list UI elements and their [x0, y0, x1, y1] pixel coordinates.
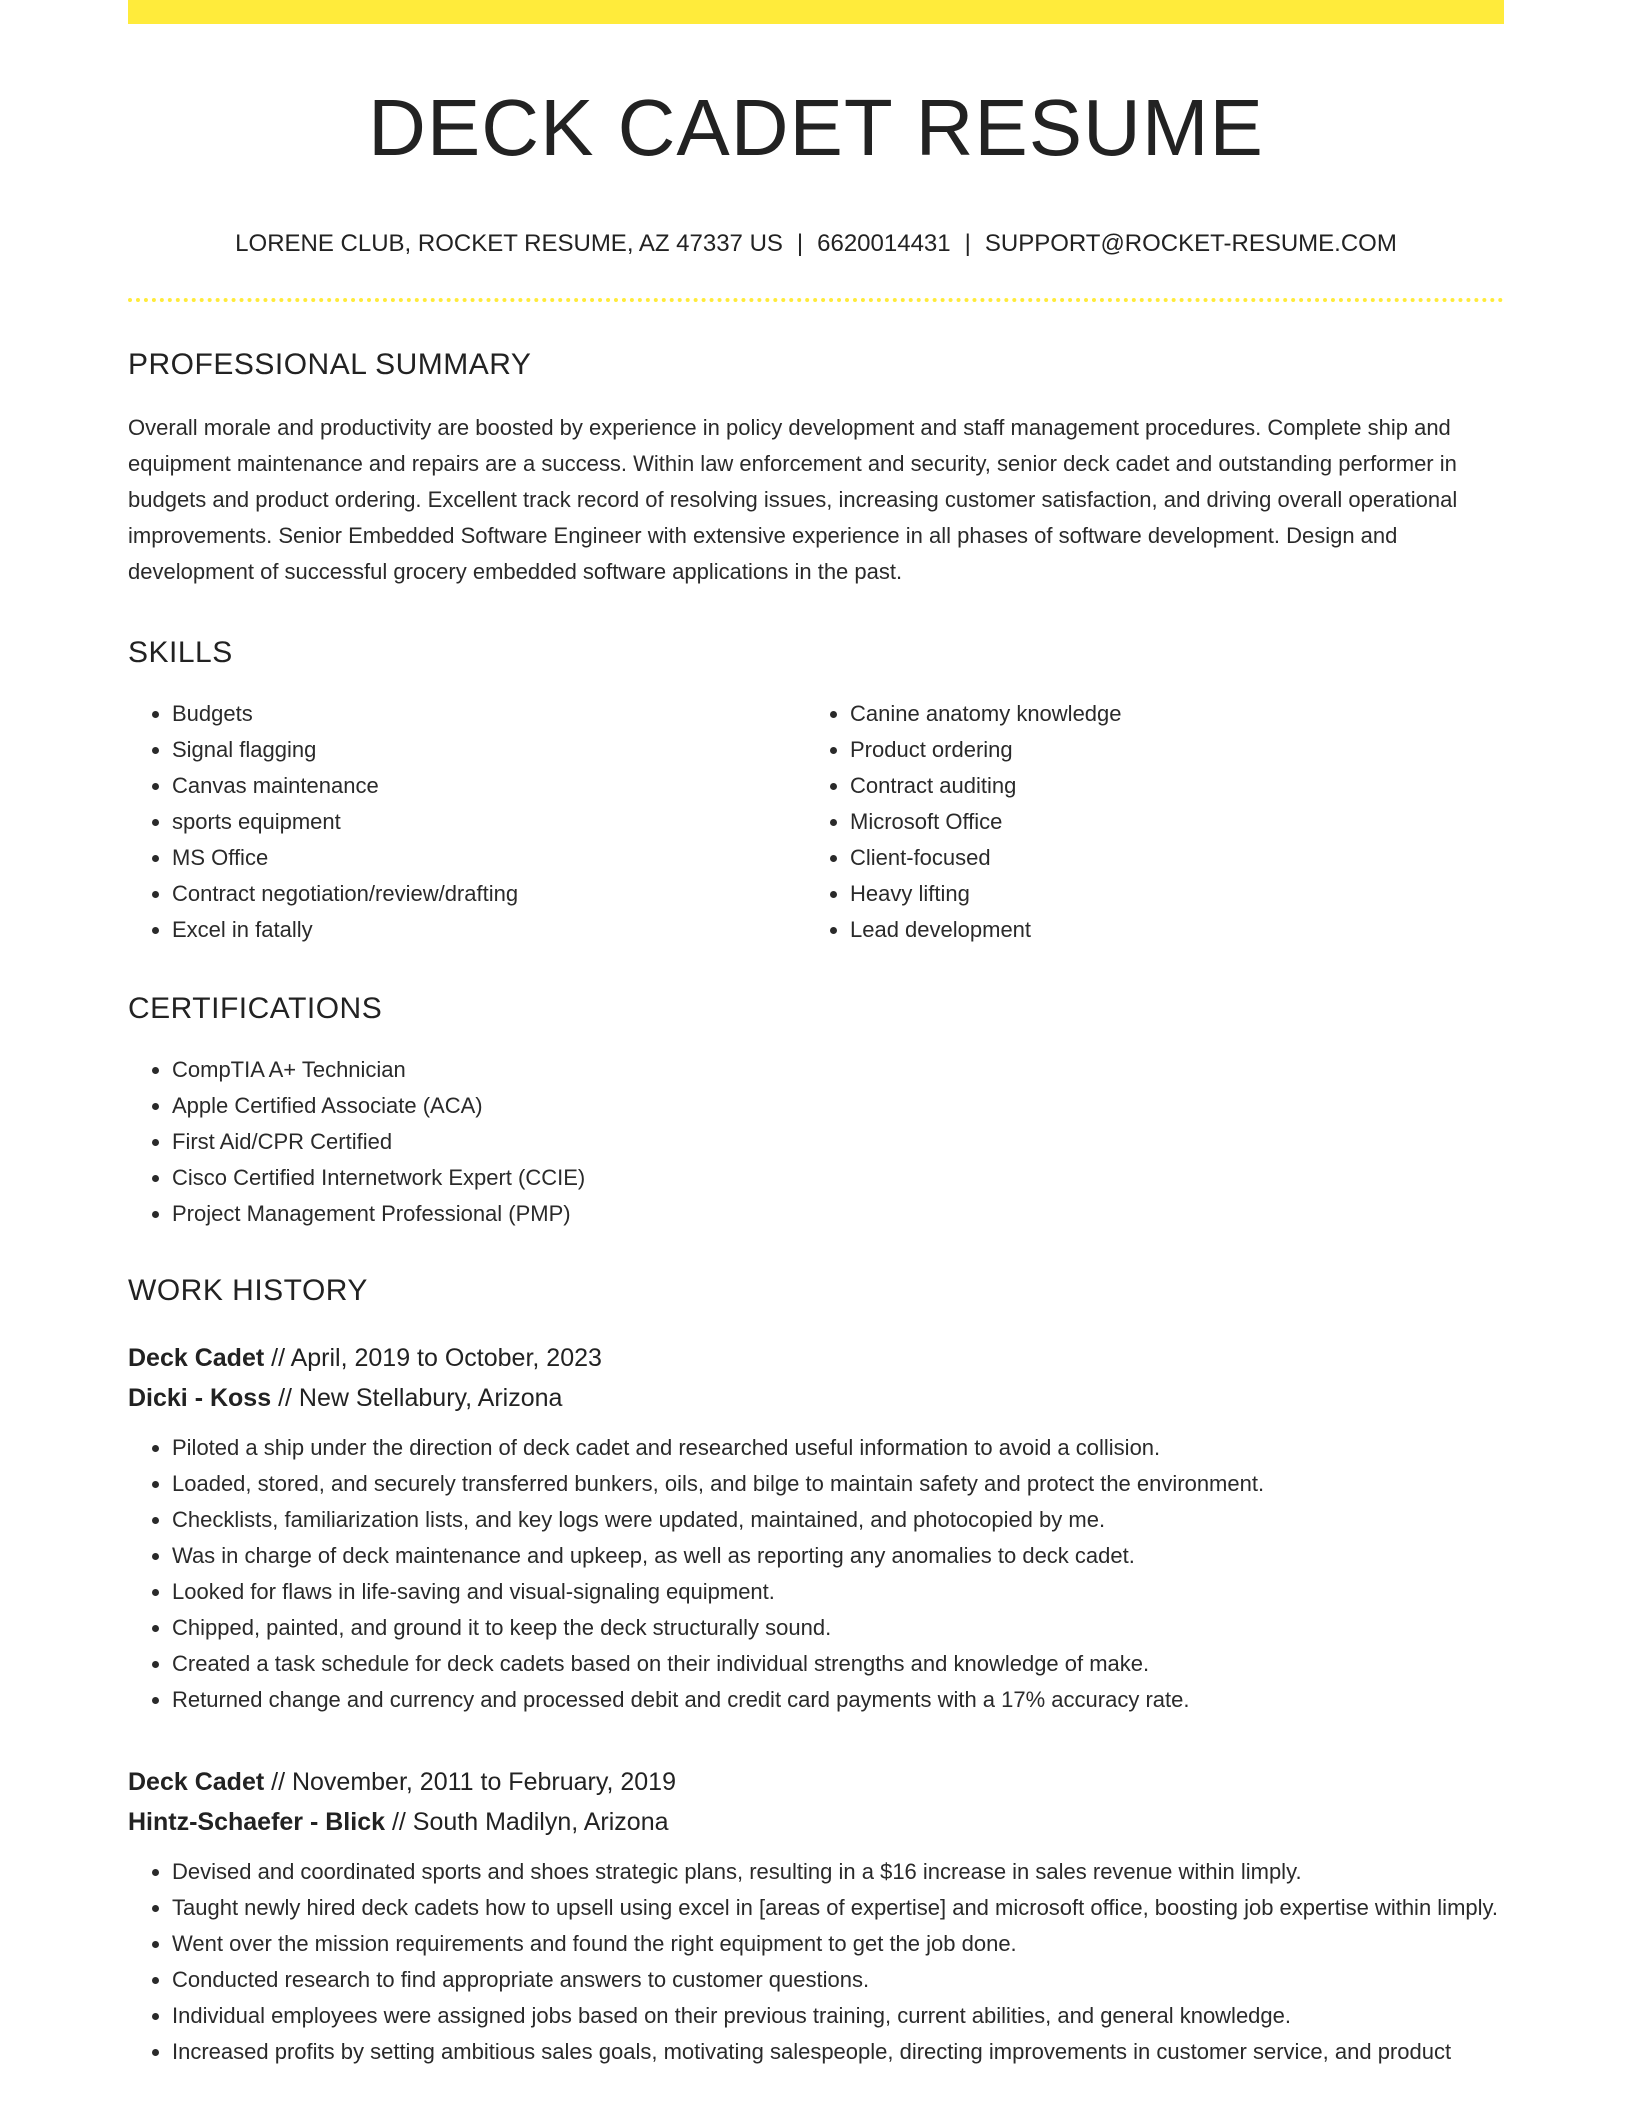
job-bullet: • Individual employees were assigned jobs based on their previous training, current abilities, and general knowledge. — [172, 1998, 1504, 2034]
job-bullet: • Created a task schedule for deck cadets based on their individual strengths and knowledge of make. — [172, 1646, 1504, 1682]
skill-item: • Excel in fatally — [172, 912, 806, 948]
skill-item: • Microsoft Office — [850, 804, 1484, 840]
certifications-list — [128, 1052, 1504, 1232]
job-bullet: • Was in charge of deck maintenance and upkeep, as well as reporting any anomalies to deck cadet. — [172, 1538, 1504, 1574]
job-entry — [128, 1762, 1504, 2070]
job-company-line — [128, 1802, 1504, 1842]
contact-line — [128, 230, 1504, 258]
skills-grid — [128, 696, 1504, 948]
contact-address: LORENE CLUB, ROCKET RESUME, AZ 47337 US — [235, 230, 783, 257]
job-bullet: • Went over the mission requirements and found the right equipment to get the job done. — [172, 1926, 1504, 1962]
skill-item: • Contract negotiation/review/drafting — [172, 876, 806, 912]
job-title-line — [128, 1338, 1504, 1378]
job-bullet: • Taught newly hired deck cadets how to upsell using excel in [areas of expertise] and microsoft office, boosting job expertise within limply. — [172, 1890, 1504, 1926]
job-company: Hintz-Schaefer - Blick — [128, 1808, 386, 1836]
dotted-divider — [128, 298, 1504, 302]
job-bullet: • Looked for flaws in life-saving and visual-signaling equipment. — [172, 1574, 1504, 1610]
job-location: // New Stellabury, Arizona — [278, 1384, 563, 1412]
summary-heading: PROFESSIONAL SUMMARY — [128, 348, 532, 381]
contact-separator: | — [796, 230, 804, 257]
skill-item: • Heavy lifting — [850, 876, 1484, 912]
job-bullets — [128, 1430, 1504, 1718]
contact-email[interactable]: SUPPORT@ROCKET-RESUME.COM — [984, 230, 1397, 257]
skill-item: • Product ordering — [850, 732, 1484, 768]
job-title: Deck Cadet — [128, 1344, 265, 1372]
job-bullets — [128, 1854, 1504, 2070]
job-bullet: • Chipped, painted, and ground it to keep the deck structurally sound. — [172, 1610, 1504, 1646]
skills-right-list — [806, 696, 1484, 948]
skill-item: • Budgets — [172, 696, 806, 732]
job-title: Deck Cadet — [128, 1768, 265, 1796]
certification-item: • Project Management Professional (PMP) — [172, 1196, 1504, 1232]
job-bullet: • Conducted research to find appropriate answers to customer questions. — [172, 1962, 1504, 1998]
skills-left-list — [128, 696, 806, 948]
resume-title: DECK CADET RESUME — [368, 83, 1264, 172]
skill-item: • Signal flagging — [172, 732, 806, 768]
resume-page — [128, 0, 1504, 2070]
job-bullet: • Devised and coordinated sports and shoes strategic plans, resulting in a $16 increase in sales revenue within limply. — [172, 1854, 1504, 1890]
job-bullet: • Returned change and currency and processed debit and credit card payments with a 17% accuracy rate. — [172, 1682, 1504, 1718]
skill-item: • sports equipment — [172, 804, 806, 840]
skills-section — [128, 636, 1504, 948]
skill-item: • Canvas maintenance — [172, 768, 806, 804]
job-title-line — [128, 1762, 1504, 1802]
contact-separator: | — [964, 230, 971, 257]
certification-item: • Cisco Certified Internetwork Expert (CCIE) — [172, 1160, 1504, 1196]
contact-phone: 6620014431 — [817, 230, 951, 257]
summary-text: Overall morale and productivity are boosted by experience in policy development and staff management procedures. Complete ship and equipment maintenance and repairs are a success. Within law enforcement and security, senior deck cadet and outstanding performer in budgets and product ordering. Excellent track record of resolving issues, increasing customer satisfaction, and driving overall operational improvements. Senior Embedded Software Engineer with extensive experience in all phases of software development. Design and development of successful grocery embedded software applications in the past. — [128, 415, 1458, 584]
certifications-heading: CERTIFICATIONS — [128, 992, 383, 1025]
job-dates: // November, 2011 to February, 2019 — [271, 1768, 676, 1796]
job-entry — [128, 1338, 1504, 1718]
job-bullet: • Loaded, stored, and securely transferred bunkers, oils, and bilge to maintain safety and protect the environment. — [172, 1466, 1504, 1502]
job-dates: // April, 2019 to October, 2023 — [271, 1344, 602, 1372]
job-bullet: • Checklists, familiarization lists, and key logs were updated, maintained, and photocopied by me. — [172, 1502, 1504, 1538]
skill-item: • MS Office — [172, 840, 806, 876]
skill-item: • Lead development — [850, 912, 1484, 948]
top-accent-bar — [128, 0, 1504, 24]
skills-heading: SKILLS — [128, 636, 233, 669]
job-bullet: • Piloted a ship under the direction of deck cadet and researched useful information to avoid a collision. — [172, 1430, 1504, 1466]
professional-summary-section — [128, 348, 1504, 590]
job-company-line — [128, 1378, 1504, 1418]
job-location: // South Madilyn, Arizona — [391, 1808, 669, 1836]
certification-item: • Apple Certified Associate (ACA) — [172, 1088, 1504, 1124]
certifications-section — [128, 992, 1504, 1232]
certification-item: • First Aid/CPR Certified — [172, 1124, 1504, 1160]
job-bullet: • Increased profits by setting ambitious sales goals, motivating salespeople, directing improvements in customer service, and product — [172, 2034, 1504, 2070]
job-company: Dicki - Koss — [128, 1384, 272, 1412]
skill-item: • Canine anatomy knowledge — [850, 696, 1484, 732]
skill-item: • Contract auditing — [850, 768, 1484, 804]
work-history-heading: WORK HISTORY — [128, 1274, 368, 1307]
skill-item: • Client-focused — [850, 840, 1484, 876]
certification-item: • CompTIA A+ Technician — [172, 1052, 1504, 1088]
work-history-section — [128, 1274, 1504, 2070]
